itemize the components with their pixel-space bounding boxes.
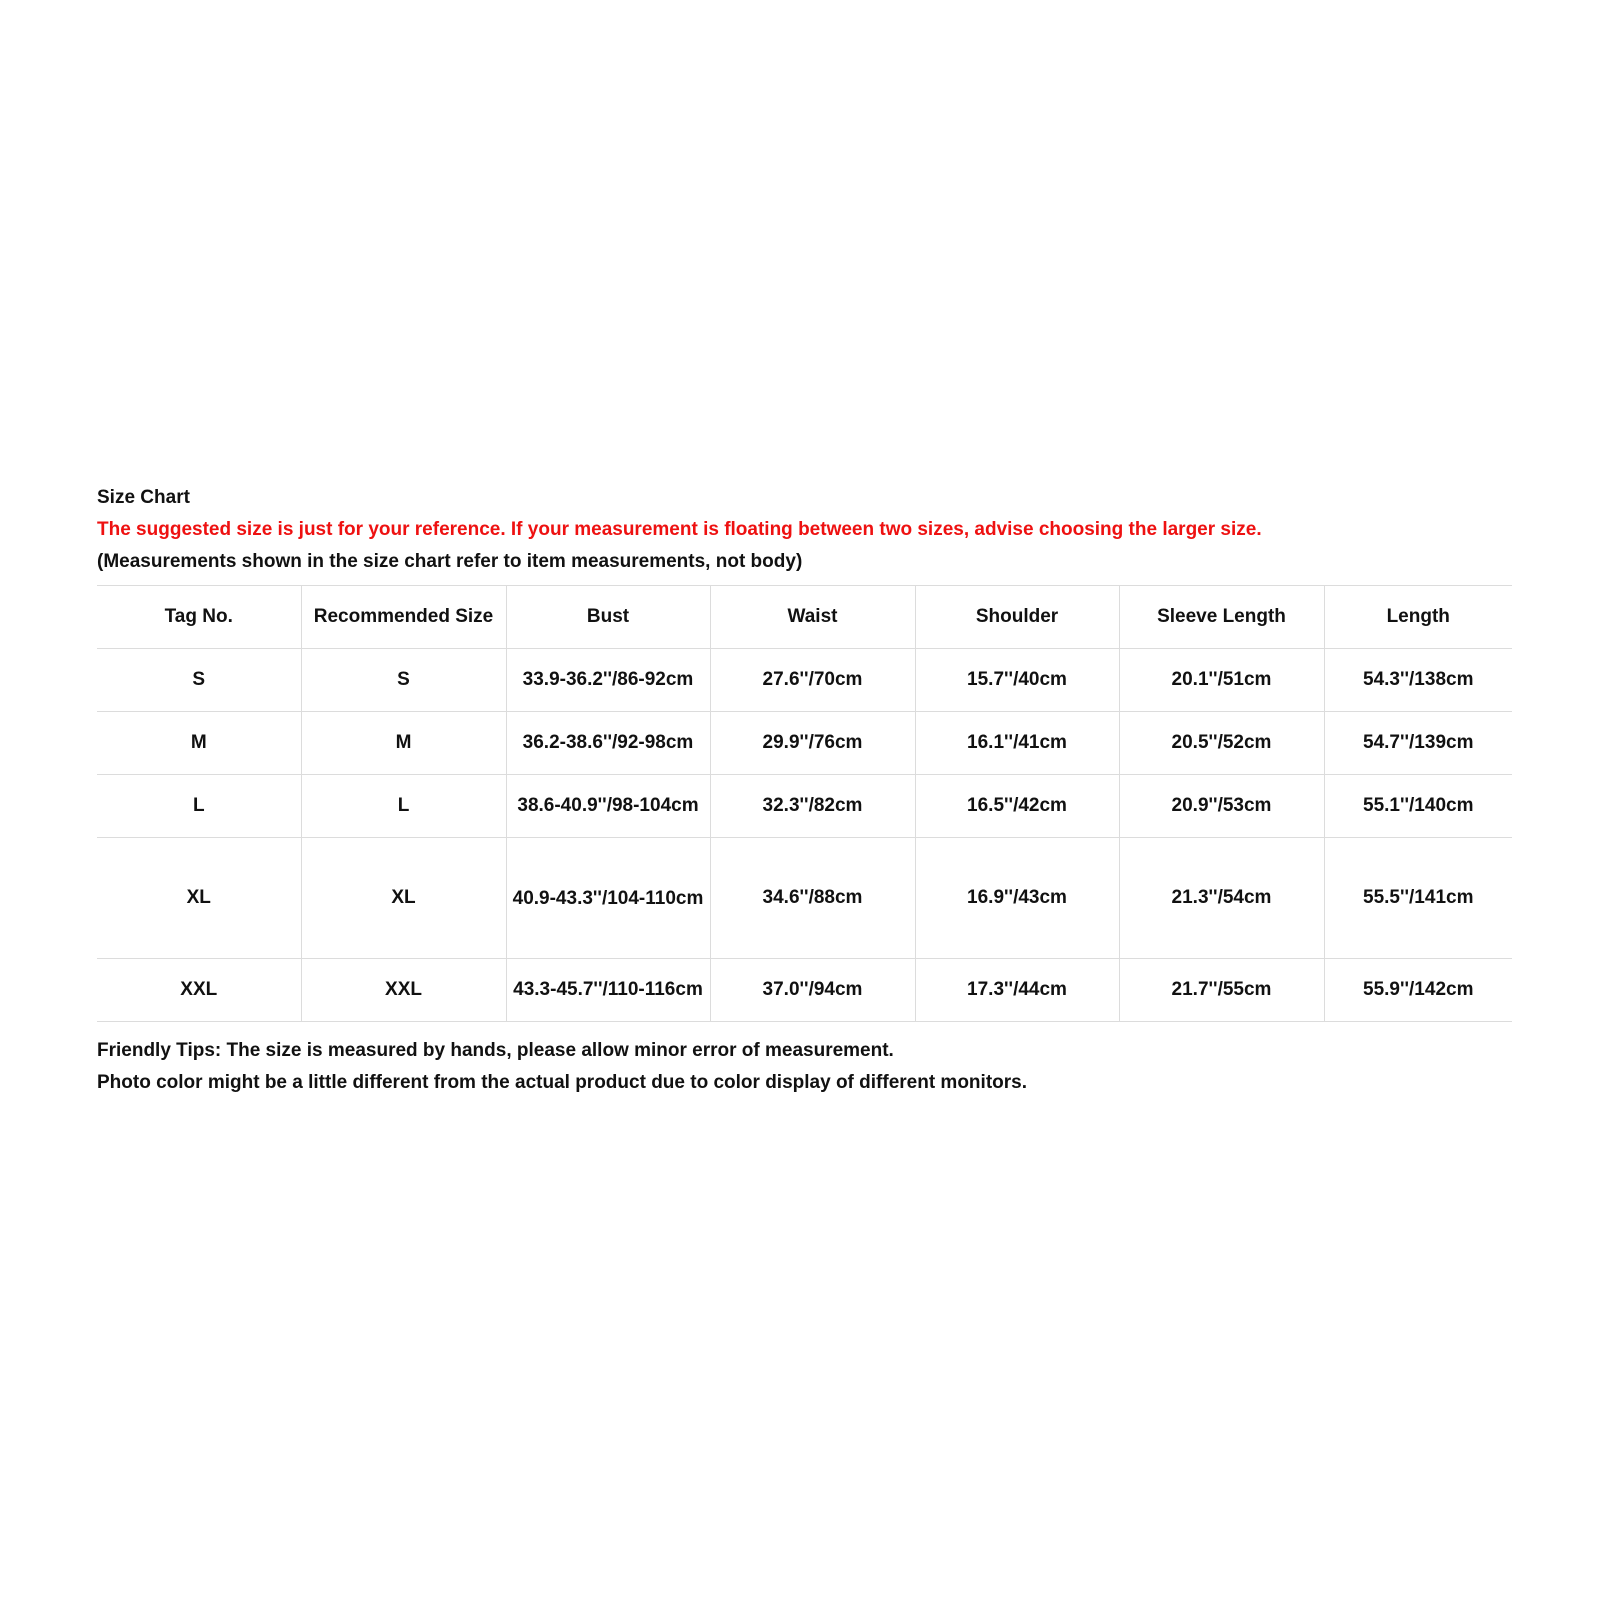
table-row xyxy=(97,649,1512,712)
cell-recommended-size: L xyxy=(301,775,506,838)
column-header-tag-no: Tag No. xyxy=(97,586,301,649)
cell-length: 55.5''/141cm xyxy=(1324,838,1512,959)
cell-bust: 43.3-45.7''/110-116cm xyxy=(506,959,710,1022)
cell-bust: 36.2-38.6''/92-98cm xyxy=(506,712,710,775)
cell-length: 55.1''/140cm xyxy=(1324,775,1512,838)
column-header-sleeve-length: Sleeve Length xyxy=(1119,586,1324,649)
column-header-length: Length xyxy=(1324,586,1512,649)
cell-bust: 38.6-40.9''/98-104cm xyxy=(506,775,710,838)
cell-tag-no: L xyxy=(97,775,301,838)
cell-shoulder: 16.5''/42cm xyxy=(915,775,1119,838)
cell-bust: 33.9-36.2''/86-92cm xyxy=(506,649,710,712)
cell-sleeve-length: 20.5''/52cm xyxy=(1119,712,1324,775)
cell-waist: 29.9''/76cm xyxy=(710,712,915,775)
cell-sleeve-length: 20.1''/51cm xyxy=(1119,649,1324,712)
cell-sleeve-length: 21.3''/54cm xyxy=(1119,838,1324,959)
table-row xyxy=(97,838,1512,959)
cell-waist: 27.6''/70cm xyxy=(710,649,915,712)
cell-tag-no: S xyxy=(97,649,301,712)
tip-photo-color: Photo color might be a little different from the actual product due to color display of different monitors. xyxy=(97,1072,1027,1093)
cell-waist: 32.3''/82cm xyxy=(710,775,915,838)
measurement-note: (Measurements shown in the size chart refer to item measurements, not body) xyxy=(97,551,803,572)
table-row xyxy=(97,712,1512,775)
cell-tag-no: XL xyxy=(97,838,301,959)
cell-recommended-size: S xyxy=(301,649,506,712)
table-row xyxy=(97,775,1512,838)
column-header-recommended-size: Recommended Size xyxy=(301,586,506,649)
cell-recommended-size: XXL xyxy=(301,959,506,1022)
cell-length: 55.9''/142cm xyxy=(1324,959,1512,1022)
cell-tag-no: XXL xyxy=(97,959,301,1022)
cell-waist: 34.6''/88cm xyxy=(710,838,915,959)
cell-waist: 37.0''/94cm xyxy=(710,959,915,1022)
cell-recommended-size: XL xyxy=(301,838,506,959)
table-header-row xyxy=(97,586,1512,649)
column-header-bust: Bust xyxy=(506,586,710,649)
column-header-waist: Waist xyxy=(710,586,915,649)
size-table xyxy=(97,585,1512,1022)
cell-recommended-size: M xyxy=(301,712,506,775)
cell-shoulder: 16.1''/41cm xyxy=(915,712,1119,775)
size-advice-note: The suggested size is just for your reference. If your measurement is floating between two sizes, advise choosing the larger size. xyxy=(97,519,1262,540)
cell-bust: 40.9-43.3''/104-110cm xyxy=(506,838,710,959)
cell-sleeve-length: 20.9''/53cm xyxy=(1119,775,1324,838)
friendly-tips xyxy=(97,1039,1512,1095)
table-row xyxy=(97,959,1512,1022)
cell-shoulder: 17.3''/44cm xyxy=(915,959,1119,1022)
cell-shoulder: 16.9''/43cm xyxy=(915,838,1119,959)
cell-tag-no: M xyxy=(97,712,301,775)
tip-measurement: Friendly Tips: The size is measured by hands, please allow minor error of measurement. xyxy=(97,1040,894,1061)
cell-length: 54.7''/139cm xyxy=(1324,712,1512,775)
size-chart-sheet xyxy=(97,486,1512,1103)
cell-sleeve-length: 21.7''/55cm xyxy=(1119,959,1324,1022)
column-header-shoulder: Shoulder xyxy=(915,586,1119,649)
page-title: Size Chart xyxy=(97,487,190,508)
cell-shoulder: 15.7''/40cm xyxy=(915,649,1119,712)
cell-length: 54.3''/138cm xyxy=(1324,649,1512,712)
